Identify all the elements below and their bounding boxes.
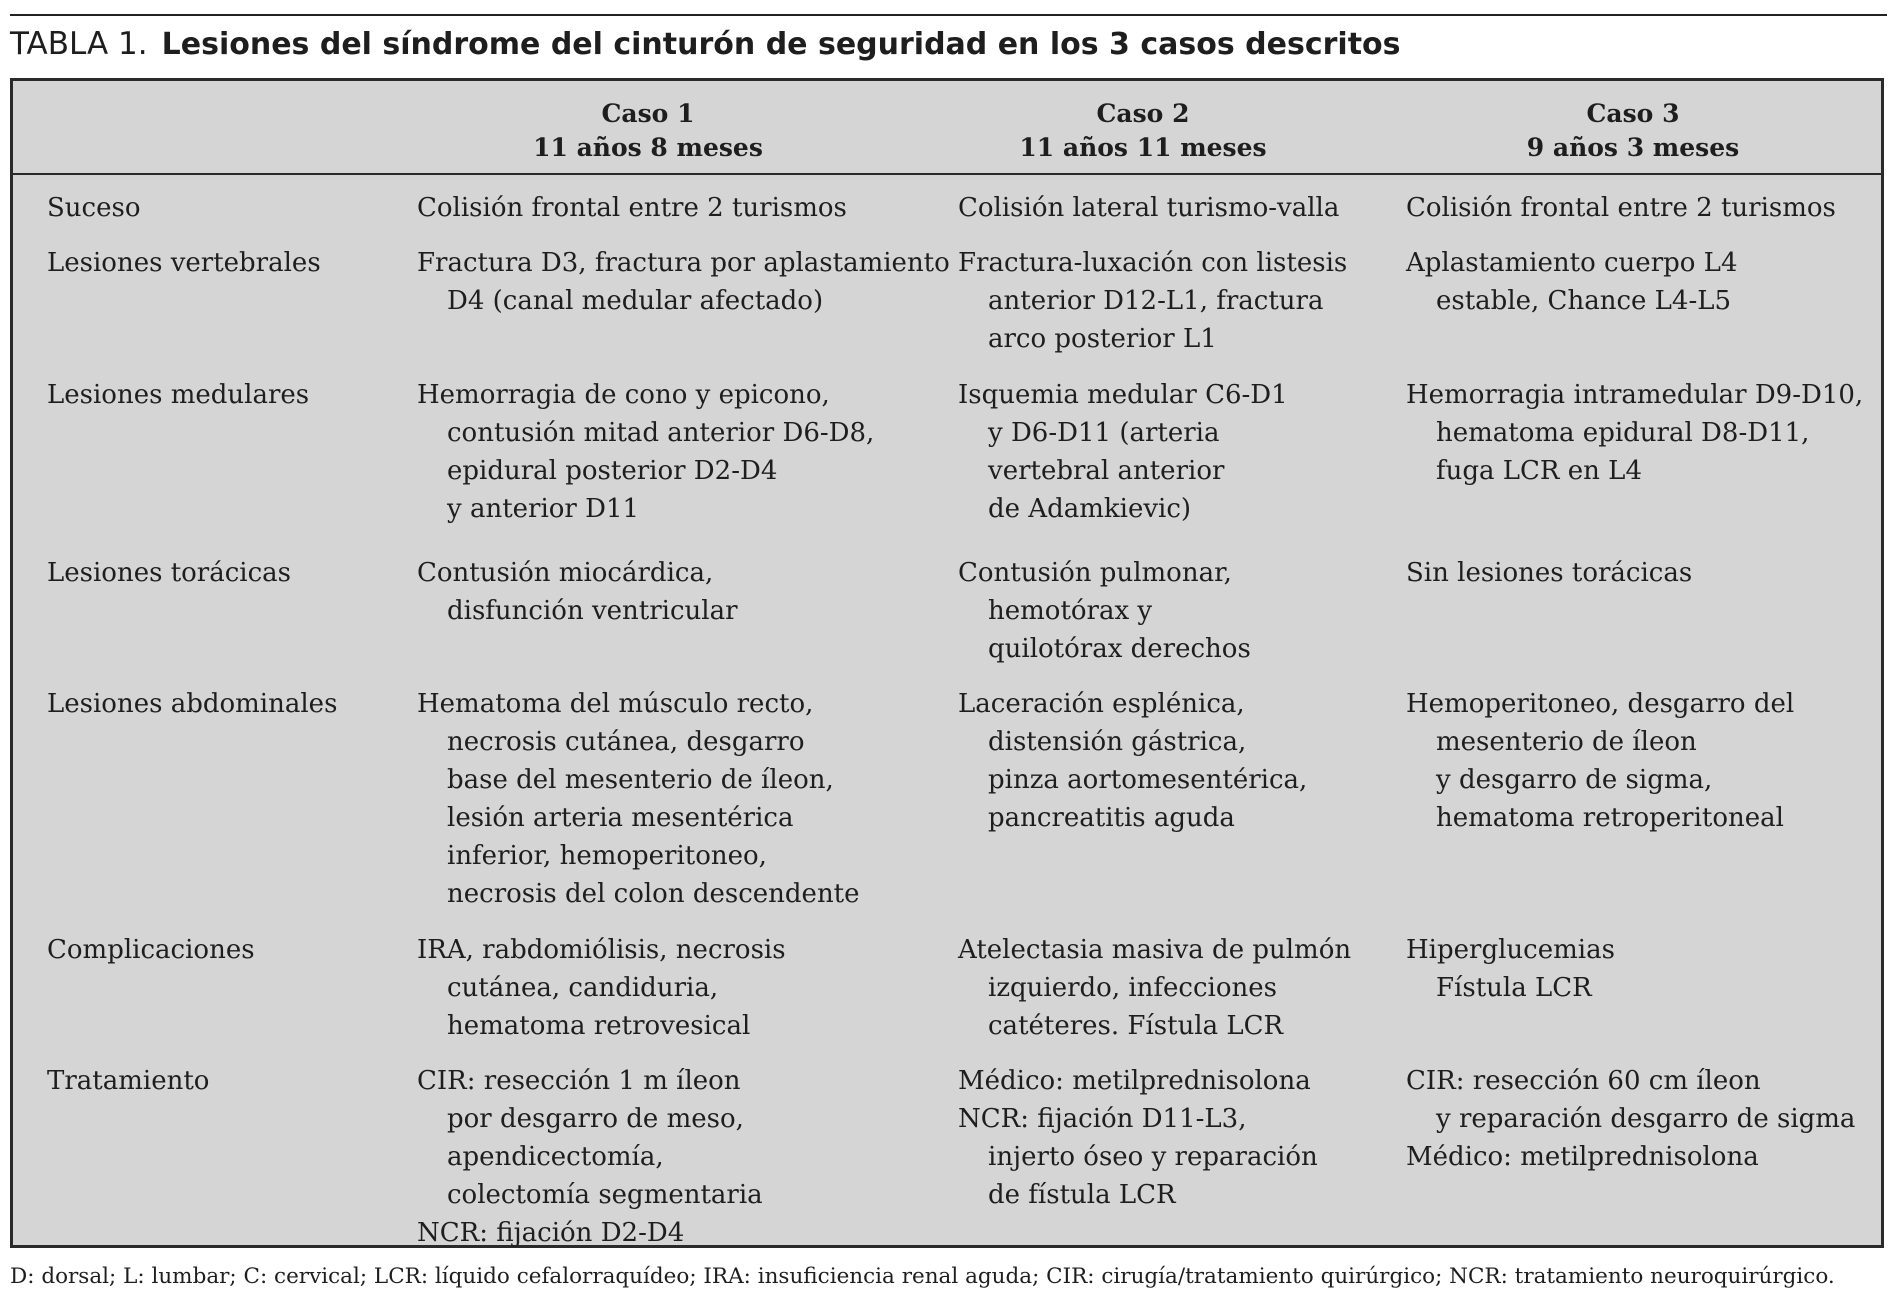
column-header-case-2	[893, 97, 1393, 165]
case-label: Caso 1	[601, 99, 695, 128]
cell-line: IRA, rabdomiólisis, necrosis	[417, 935, 786, 965]
cell-line: y D6-D11 (arteria	[988, 418, 1220, 448]
cell-line: inferior, hemoperitoneo,	[447, 841, 767, 871]
table-cell	[417, 1062, 763, 1252]
cell-line: Colisión frontal entre 2 turismos	[1406, 193, 1836, 223]
table-cell	[958, 931, 1351, 1045]
cell-line: hematoma epidural D8-D11,	[1436, 418, 1810, 448]
table-cell	[958, 685, 1307, 837]
cell-line: hematoma retroperitoneal	[1436, 803, 1784, 833]
row-label: Suceso	[47, 193, 141, 223]
table-cell	[958, 1062, 1318, 1214]
table-cell	[1406, 685, 1794, 837]
column-header-case-1	[413, 97, 883, 165]
cell-line: Aplastamiento cuerpo L4	[1406, 248, 1738, 278]
cell-line: por desgarro de meso,	[447, 1104, 744, 1134]
table-caption: Lesiones del síndrome del cinturón de seguridad en los 3 casos descritos	[161, 27, 1401, 62]
cell-line: Hemorragia intramedular D9-D10,	[1406, 380, 1864, 410]
cell-line: cutánea, candiduria,	[447, 973, 719, 1003]
cell-line: Hematoma del músculo recto,	[417, 689, 814, 719]
table-cell	[958, 189, 1339, 227]
row-label: Lesiones medulares	[47, 380, 310, 410]
cell-line: distensión gástrica,	[988, 727, 1247, 757]
cell-line: Hiperglucemias	[1406, 935, 1615, 965]
table-cell	[417, 189, 847, 227]
table-cell	[1406, 1062, 1855, 1176]
cell-line: D4 (canal medular afectado)	[447, 286, 824, 316]
table-cell	[1406, 554, 1692, 592]
cell-line: y desgarro de sigma,	[1436, 765, 1713, 795]
cell-line: CIR: resección 60 cm íleon	[1406, 1066, 1761, 1096]
cell-line: Médico: metilprednisolona	[1406, 1142, 1759, 1172]
table-cell	[417, 244, 950, 320]
case-age: 11 años 11 meses	[1019, 133, 1267, 162]
table-title	[10, 22, 1401, 67]
case-label: Caso 2	[1096, 99, 1190, 128]
cell-line: fuga LCR en L4	[1436, 456, 1642, 486]
cell-line: hematoma retrovesical	[447, 1011, 751, 1041]
column-header-case-3	[1393, 97, 1873, 165]
cell-line: de Adamkievic)	[988, 494, 1192, 524]
cell-line: anterior D12-L1, fractura	[988, 286, 1324, 316]
table-cell	[1406, 376, 1863, 490]
cell-line: NCR: fijación D2-D4	[417, 1218, 685, 1248]
table-number: TABLA 1.	[10, 26, 148, 62]
cell-line: necrosis del colon descendente	[447, 879, 860, 909]
cell-line: Isquemia medular C6-D1	[958, 380, 1288, 410]
cell-line: Contusión miocárdica,	[417, 558, 714, 588]
table-cell	[958, 376, 1288, 528]
table-cell	[1406, 931, 1615, 1007]
cell-line: Médico: metilprednisolona	[958, 1066, 1311, 1096]
table-footnote: D: dorsal; L: lumbar; C: cervical; LCR: líquido cefalorraquídeo; IRA: insuficiencia renal aguda; CIR: cirugía/tratamiento quirúrgico; NCR: tratamiento neuroquirúrgico.	[10, 1264, 1835, 1289]
table-cell	[417, 376, 874, 528]
row-label: Lesiones abdominales	[47, 689, 338, 719]
cell-line: y reparación desgarro de sigma	[1436, 1104, 1856, 1134]
cell-line: Hemorragia de cono y epicono,	[417, 380, 830, 410]
cell-line: NCR: fijación D11-L3,	[958, 1104, 1247, 1134]
cell-line: Fístula LCR	[1436, 973, 1592, 1003]
header-rule	[13, 173, 1881, 175]
cell-line: catéteres. Fístula LCR	[988, 1011, 1284, 1041]
cell-line: CIR: resección 1 m íleon	[417, 1066, 741, 1096]
cell-line: base del mesenterio de íleon,	[447, 765, 834, 795]
table-cell	[417, 685, 860, 913]
table-cell	[1406, 244, 1738, 320]
table-cell	[958, 554, 1251, 668]
table-cell	[417, 554, 738, 630]
table-cell	[1406, 189, 1836, 227]
cell-line: Atelectasia masiva de pulmón	[958, 935, 1352, 965]
top-rule	[10, 14, 1887, 16]
cell-line: disfunción ventricular	[447, 596, 738, 626]
cell-line: Hemoperitoneo, desgarro del	[1406, 689, 1795, 719]
cell-line: Fractura D3, fractura por aplastamiento	[417, 248, 950, 278]
cell-line: Fractura-luxación con listesis	[958, 248, 1348, 278]
cell-line: estable, Chance L4-L5	[1436, 286, 1732, 316]
case-label: Caso 3	[1586, 99, 1680, 128]
cell-line: contusión mitad anterior D6-D8,	[447, 418, 875, 448]
cell-line: quilotórax derechos	[988, 634, 1251, 664]
cell-line: de fístula LCR	[988, 1180, 1176, 1210]
cell-line: mesenterio de íleon	[1436, 727, 1697, 757]
cell-line: Colisión frontal entre 2 turismos	[417, 193, 847, 223]
case-age: 9 años 3 meses	[1526, 133, 1740, 162]
cell-line: apendicectomía,	[447, 1142, 664, 1172]
cell-line: vertebral anterior	[988, 456, 1225, 486]
cell-line: Contusión pulmonar,	[958, 558, 1232, 588]
cell-line: injerto óseo y reparación	[988, 1142, 1318, 1172]
row-label: Lesiones torácicas	[47, 558, 292, 588]
row-label: Lesiones vertebrales	[47, 248, 321, 278]
cell-line: arco posterior L1	[988, 324, 1217, 354]
table-cell	[958, 244, 1347, 358]
cell-line: hemotórax y	[988, 596, 1153, 626]
cell-line: colectomía segmentaria	[447, 1180, 763, 1210]
cell-line: y anterior D11	[447, 494, 640, 524]
cell-line: Sin lesiones torácicas	[1406, 558, 1693, 588]
data-table	[10, 78, 1884, 1248]
cell-line: lesión arteria mesentérica	[447, 803, 794, 833]
row-label: Complicaciones	[47, 935, 255, 965]
row-label: Tratamiento	[47, 1066, 210, 1096]
cell-line: Colisión lateral turismo-valla	[958, 193, 1340, 223]
cell-line: pancreatitis aguda	[988, 803, 1235, 833]
cell-line: Laceración esplénica,	[958, 689, 1245, 719]
cell-line: izquierdo, infecciones	[988, 973, 1277, 1003]
cell-line: pinza aortomesentérica,	[988, 765, 1308, 795]
cell-line: necrosis cutánea, desgarro	[447, 727, 805, 757]
cell-line: epidural posterior D2-D4	[447, 456, 778, 486]
case-age: 11 años 8 meses	[533, 133, 763, 162]
table-cell	[417, 931, 786, 1045]
